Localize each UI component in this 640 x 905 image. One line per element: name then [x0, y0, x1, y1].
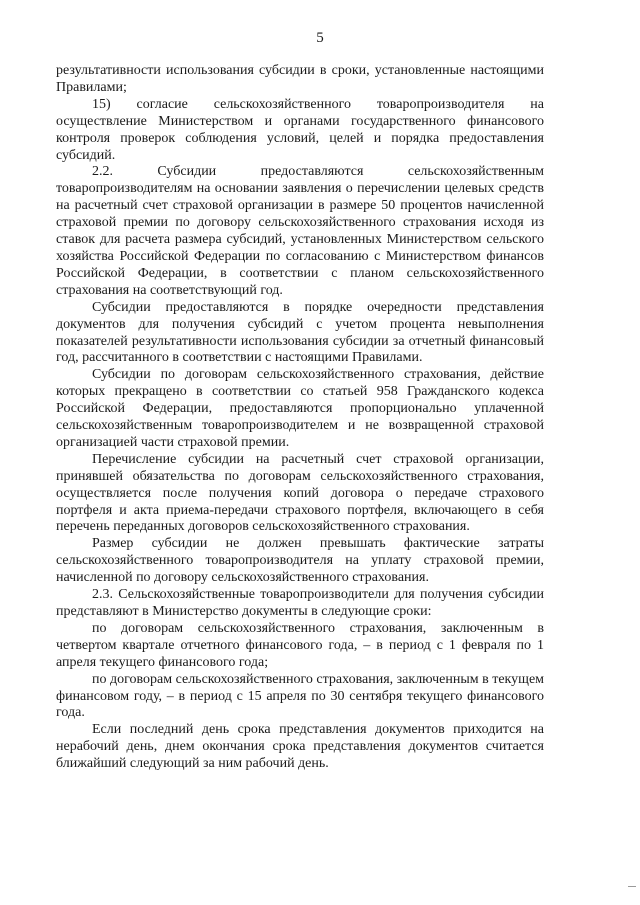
document-body	[56, 63, 544, 773]
paragraph-2-2: 2.2. Субсидии предоставляются сельскохозяйственным товаропроизводителям на основании заявления о перечислении целевых средств на расчетный счет страховой организации в размере 50 процентов начисленной страховой премии по договору сельскохозяйственного страхования исходя из ставок для расчета размера субсидий, установленных Министерством сельского хозяйства Российской Федерации по согласованию с Министерством финансов Российской Федерации, в соответствии с планом сельскохозяйственного страхования на соответствующий год.	[56, 164, 544, 298]
scan-corner-mark	[628, 886, 636, 887]
paragraph-deadline-current-year: по договорам сельскохозяйственного страхования, заключенным в текущем финансовом году, – в период с 15 апреля по 30 сентября текущего финансового года.	[56, 671, 545, 721]
paragraph-terminated-contracts: Субсидии по договорам сельскохозяйственного страхования, действие которых прекращено в соответствии со статьей 958 Гражданского кодекса Российской Федерации, предоставляются пропорционально уплаченной сельскохозяйственным товаропроизводителем и не возвращенной страховой организацией части страховой премии.	[56, 367, 544, 450]
paragraph-subsidy-limit: Размер субсидии не должен превышать фактические затраты сельскохозяйственного товаропроизводителя на уплату страховой премии, начисленной по договору сельскохозяйственного страхования.	[56, 536, 544, 586]
paragraph-portfolio-transfer: Перечисление субсидии на расчетный счет страховой организации, принявшей обязательства по договорам сельскохозяйственного страхования, осуществляется после получения копий договора о передаче страхового портфеля и акта приема-передачи страхового портфеля, включающего в себя перечень переданных договоров сельскохозяйственного страхования.	[56, 451, 544, 535]
page-number: 5	[316, 30, 324, 46]
paragraph-continuation: результативности использования субсидии в сроки, установленные настоящими Правилами;	[56, 63, 544, 95]
paragraph-nonworking-day: Если последний день срока представления документов приходится на нерабочий день, днем окончания срока представления документов считается ближайший следующий за ним рабочий день.	[56, 722, 544, 772]
paragraph-2-3: 2.3. Сельскохозяйственные товаропроизводители для получения субсидии представляют в Министерство документы в следующие сроки:	[56, 587, 544, 619]
paragraph-item-15: 15) согласие сельскохозяйственного товаропроизводителя на осуществление Министерством и органами государственного финансового контроля проверок соблюдения условий, целей и порядка предоставления субсидий.	[56, 96, 544, 163]
paragraph-deadline-q4: по договорам сельскохозяйственного страхования, заключенным в четвертом квартале отчетного финансового года, – в период с 1 февраля по 1 апреля текущего финансового года;	[56, 620, 544, 670]
paragraph-subsidy-order: Субсидии предоставляются в порядке очередности представления документов для получения субсидий с учетом процента невыполнения показателей результативности использования субсидии за отчетный финансовый год, рассчитанного в соответствии с настоящими Правилами.	[56, 299, 544, 366]
